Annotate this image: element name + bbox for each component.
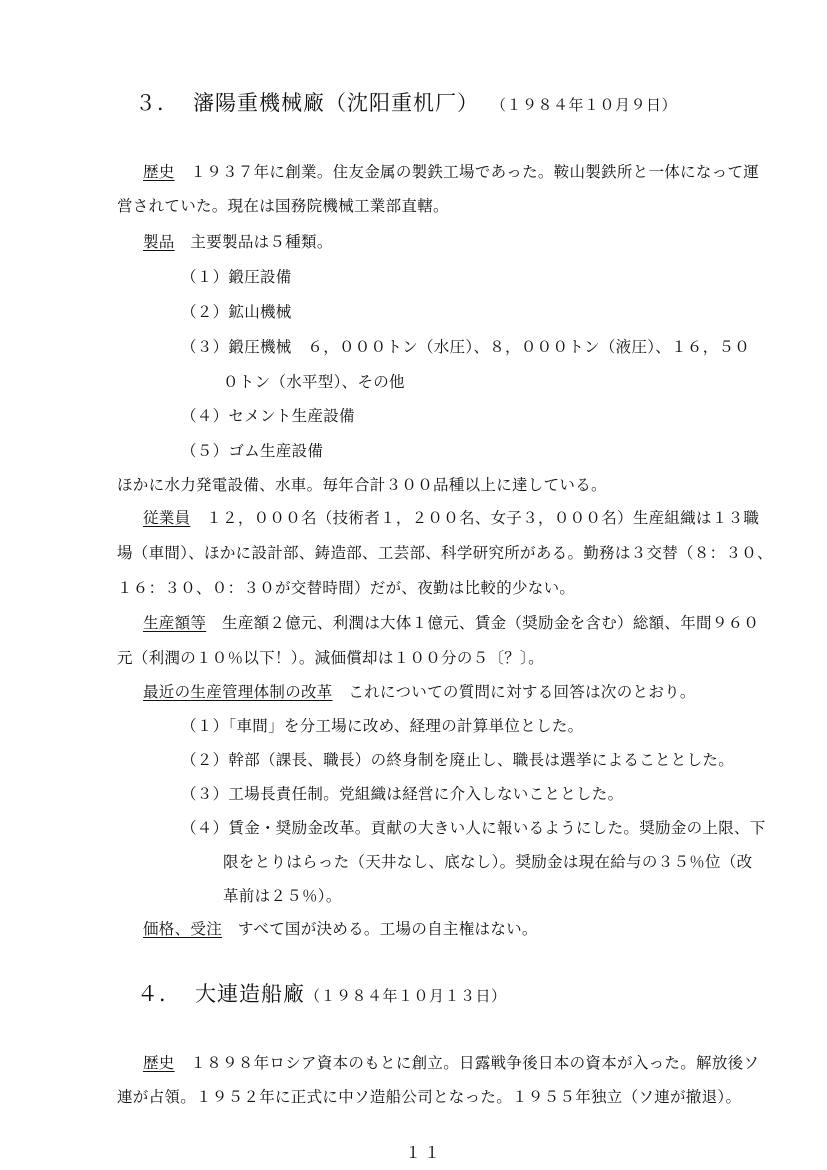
price-label: 価格、受注 (143, 920, 223, 938)
products-intro: 主要製品は５種類。 (190, 233, 333, 251)
employees-line-2: 場（車間）、ほかに設計部、鋳造部、工芸部、科学研究所がある。勤務は３交替（８：３０、 (117, 544, 773, 562)
section-4-number: ４． (137, 982, 181, 1006)
employees-line-3: １６：３０、０：３０が交替時間）だが、夜勤は比較的少ない。 (117, 579, 576, 597)
products-label: 製品 (143, 233, 175, 251)
product-item: （５）ゴム生産設備 (181, 442, 324, 460)
product-item: （４）セメント生産設備 (181, 407, 355, 425)
s4-history-line-1 (143, 1053, 759, 1073)
reform-item: （３）工場長責任制。党組織は経営に介入しないこととした。 (181, 785, 624, 803)
reform-label: 最近の生産管理体制の改革 (143, 683, 333, 701)
section-4-title: 大連造船廠 (195, 982, 305, 1006)
section-3-heading (135, 93, 677, 115)
s4-history-line-2: 連が占領。１９５２年に正式に中ソ造船公司となった。１９５５年独立（ソ連が撤退）。 (117, 1088, 742, 1106)
history-label: 歴史 (143, 163, 175, 181)
product-item: （１）鍛圧設備 (181, 268, 292, 286)
history-line-2: 営されていた。現在は国務院機械工業部直轄。 (117, 197, 449, 215)
production-line-1 (143, 613, 759, 633)
reform-item: （４）賃金・奨励金改革。貢献の大きい人に報いるようにした。奨励金の上限、下 (181, 819, 766, 837)
price-line (143, 919, 538, 939)
section-3-number: ３． (135, 91, 179, 115)
reform-item: （１）「車間」を分工場に改め、経理の計算単位とした。 (181, 717, 584, 735)
s4-history-label: 歴史 (143, 1054, 175, 1072)
product-item: （３）鍛圧機械 ６，０００トン（水圧）、８，０００トン（液圧）、１６，５０ (181, 338, 751, 356)
reform-item: （２）幹部（課長、職長）の終身制を廃止し、職長は選挙によることとした。 (181, 751, 735, 769)
section-3-title: 瀋陽重機械廠（沈阳重机厂） (193, 91, 479, 115)
reform-line (143, 682, 696, 702)
section-3-date: （１９８４年１０月９日） (491, 96, 678, 114)
section-4-heading (137, 984, 507, 1006)
employees-text-1: １２，０００名（技術者１，２００名、女子３，０００名）生産組織は１３職 (206, 509, 760, 527)
product-item: （２）鉱山機械 (181, 303, 292, 321)
products-line (143, 232, 333, 252)
products-extra: ほかに水力発電設備、水車。毎年合計３００品種以上に達している。 (117, 476, 607, 494)
production-label: 生産額等 (143, 614, 207, 632)
employees-label: 従業員 (143, 509, 191, 527)
reform-intro: これについての質問に対する回答は次のとおり。 (348, 683, 696, 701)
price-text: すべて国が決める。工場の自主権はない。 (237, 920, 538, 938)
production-line-2: 元（利潤の１０％以下！）。減価償却は１００分の５〔？〕。 (117, 649, 544, 667)
s4-history-text-1: １８９８年ロシア資本のもとに創立。日露戦争後日本の資本が入った。解放後ソ (190, 1054, 760, 1072)
history-text-1: １９３７年に創業。住友金属の製鉄工場であった。鞍山製鉄所と一体になって運 (190, 163, 760, 181)
history-line-1 (143, 162, 759, 182)
employees-line-1 (143, 508, 759, 528)
production-text-1: 生産額２億元、利潤は大体１億元、賃金（奨励金を含む）総額、年間９６０ (222, 614, 760, 632)
reform-item-continued: 限をとりはらった（天井なし、底なし）。奨励金は現在給与の３５％位（改 (223, 853, 753, 871)
reform-item-continued: 革前は２５％）。 (223, 887, 342, 905)
product-item-continued: ０トン（水平型）、その他 (223, 373, 405, 391)
section-4-date: （１９８４年１０月１３日） (305, 987, 507, 1005)
page-number: １１ (405, 1143, 444, 1162)
